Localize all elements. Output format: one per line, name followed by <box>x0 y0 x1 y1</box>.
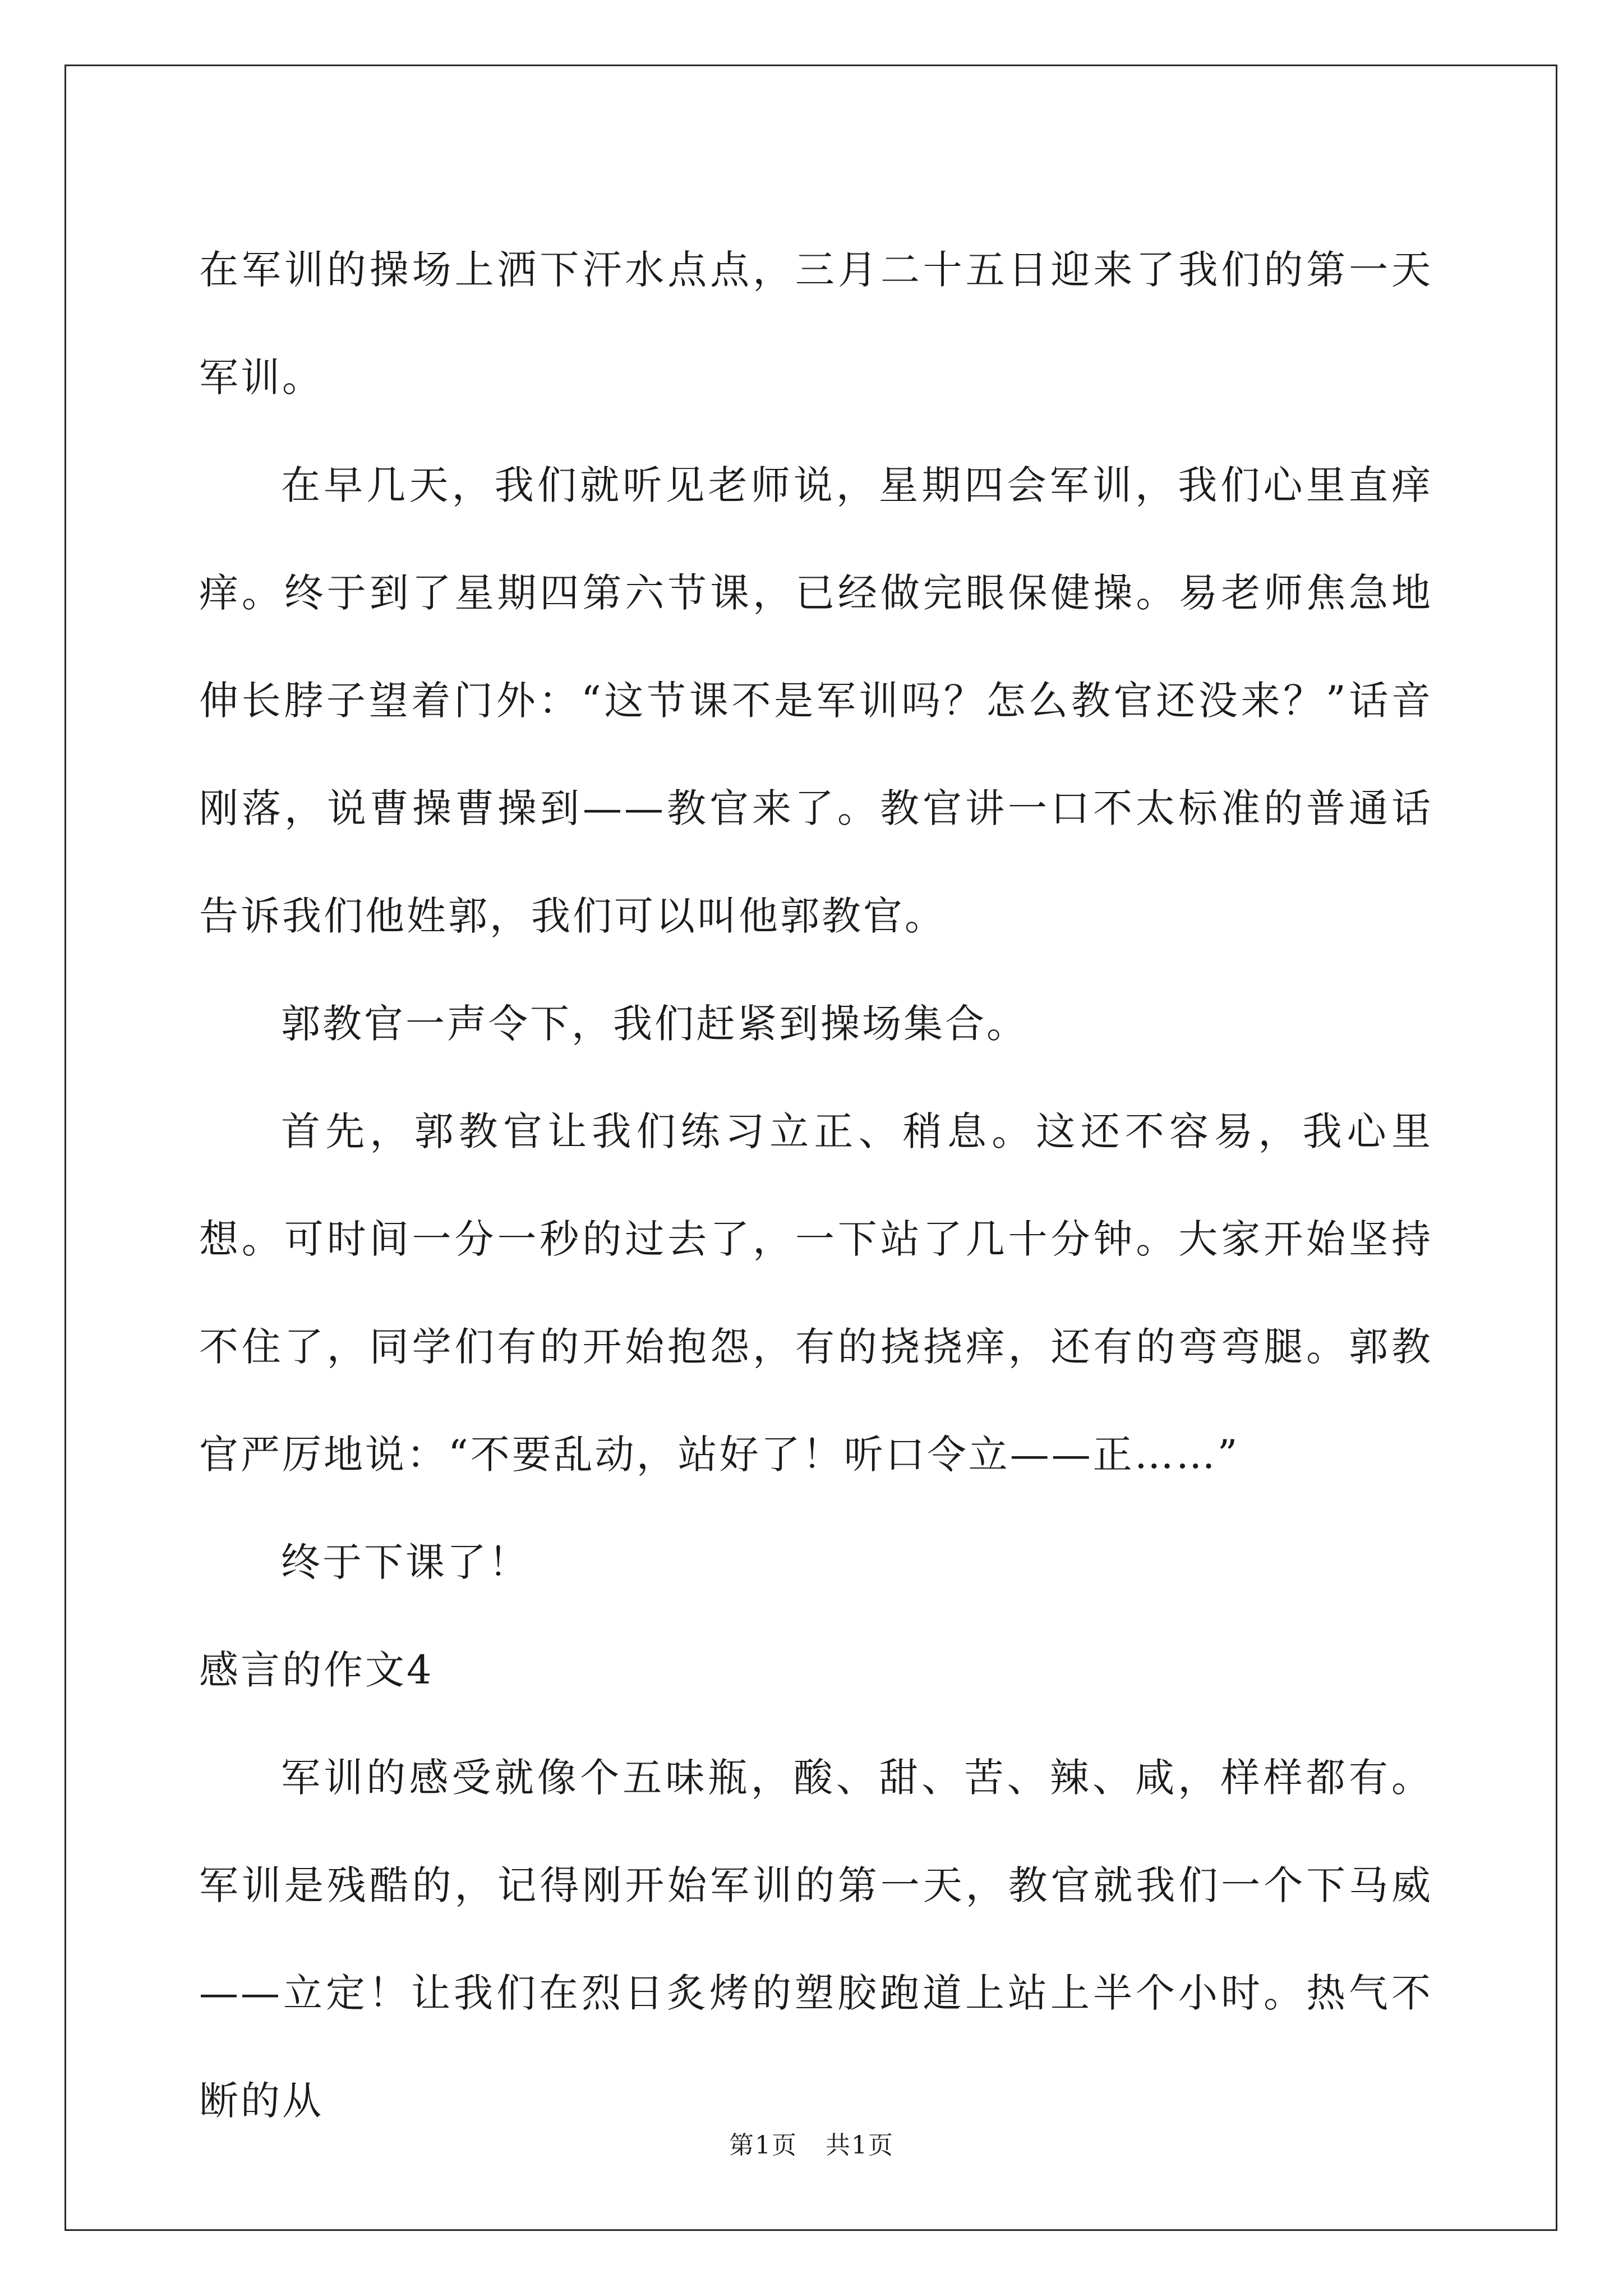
page-total: 共1页 <box>826 2131 894 2160</box>
paragraph-1: 在军训的操场上洒下汗水点点，三月二十五日迎来了我们的第一天军训。 <box>199 247 1433 401</box>
section-paragraph-1: 军训的感受就像个五味瓶，酸、甜、苦、辣、咸，样样都有。军训是残酷的，记得刚开始军训的第一天，教官就我们一个下马威——立定！让我们在烈日炙烤的塑胶跑道上站上半个小时。热气不断的从 <box>199 1755 1433 2124</box>
page-number: 第1页 <box>729 2131 797 2160</box>
paragraph-3: 郭教官一声令下，我们赶紧到操场集合。 <box>281 1001 1028 1047</box>
page-footer <box>0 2129 1623 2162</box>
document-body <box>199 216 1433 2155</box>
paragraph-2: 在早几天，我们就听见老师说，星期四会军训，我们心里直痒痒。终于到了星期四第六节课，已经做完眼保健操。易老师焦急地伸长脖子望着门外：“这节课不是军训吗？怎么教官还没来？”话音刚落，说曹操曹操到——教官来了。教官讲一口不太标准的普通话告诉我们他姓郭，我们可以叫他郭教官。 <box>199 462 1433 939</box>
paragraph-4: 首先，郭教官让我们练习立正、稍息。这还不容易，我心里想。可时间一分一秒的过去了，一下站了几十分钟。大家开始坚持不住了，同学们有的开始抱怨，有的挠挠痒，还有的弯弯腿。郭教官严厉地说：“不要乱动，站好了！听口令立——正……” <box>199 1108 1433 1478</box>
section-heading: 感言的作文4 <box>199 1647 434 1693</box>
paragraph-5: 终于下课了！ <box>281 1539 530 1585</box>
